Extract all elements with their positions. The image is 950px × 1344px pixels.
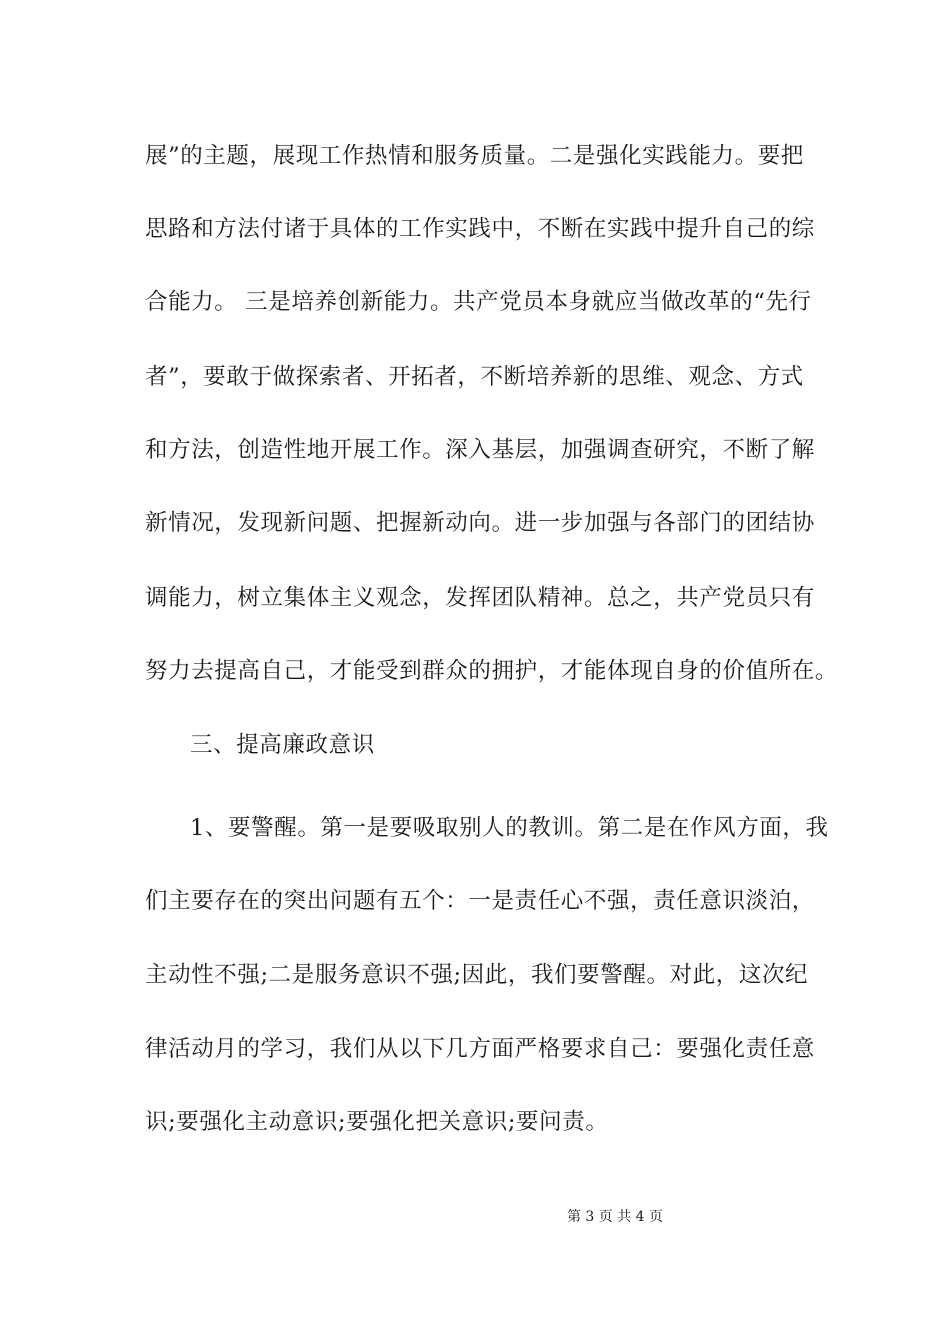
body-line-14: 识;要强化主动意识;要强化把关意识;要问责。 bbox=[145, 1109, 609, 1135]
body-line-4: 者”，要敢于做探索者、开拓者，不断培养新的思维、观念、方式 bbox=[145, 364, 804, 390]
body-line-8: 努力去提高自己，才能受到群众的拥护，才能体现自身的价值所在。 bbox=[145, 658, 839, 684]
page-number: 第 3 页 共 4 页 bbox=[566, 1209, 664, 1225]
body-line-7: 调能力，树立集体主义观念，发挥团队精神。总之，共产党员只有 bbox=[145, 585, 815, 611]
body-line-2: 思路和方法付诸于具体的工作实践中，不断在实践中提升自己的综 bbox=[145, 216, 815, 242]
page-footer bbox=[0, 1208, 950, 1226]
body-line-6: 新情况，发现新问题、把握新动向。进一步加强与各部门的团结协 bbox=[145, 510, 815, 536]
body-line-1: 展”的主题，展现工作热情和服务质量。二是强化实践能力。要把 bbox=[145, 143, 804, 169]
body-line-10: 1、要警醒。第一是要吸取别人的教训。第二是在作风方面，我 bbox=[190, 815, 829, 841]
body-line-3: 合能力。 三是培养创新能力。共产党员本身就应当做改革的“先行 bbox=[145, 289, 812, 315]
body-line-13: 律活动月的学习，我们从以下几方面严格要求自己：要强化责任意 bbox=[145, 1036, 815, 1062]
body-line-11: 们主要存在的突出问题有五个：一是责任心不强，责任意识淡泊， bbox=[145, 888, 815, 914]
body-line-12: 主动性不强;二是服务意识不强;因此，我们要警醒。对此，这次纪 bbox=[145, 962, 809, 988]
section-heading: 三、提高廉政意识 bbox=[190, 732, 375, 758]
body-line-5: 和方法，创造性地开展工作。深入基层，加强调查研究，不断了解 bbox=[145, 437, 815, 463]
